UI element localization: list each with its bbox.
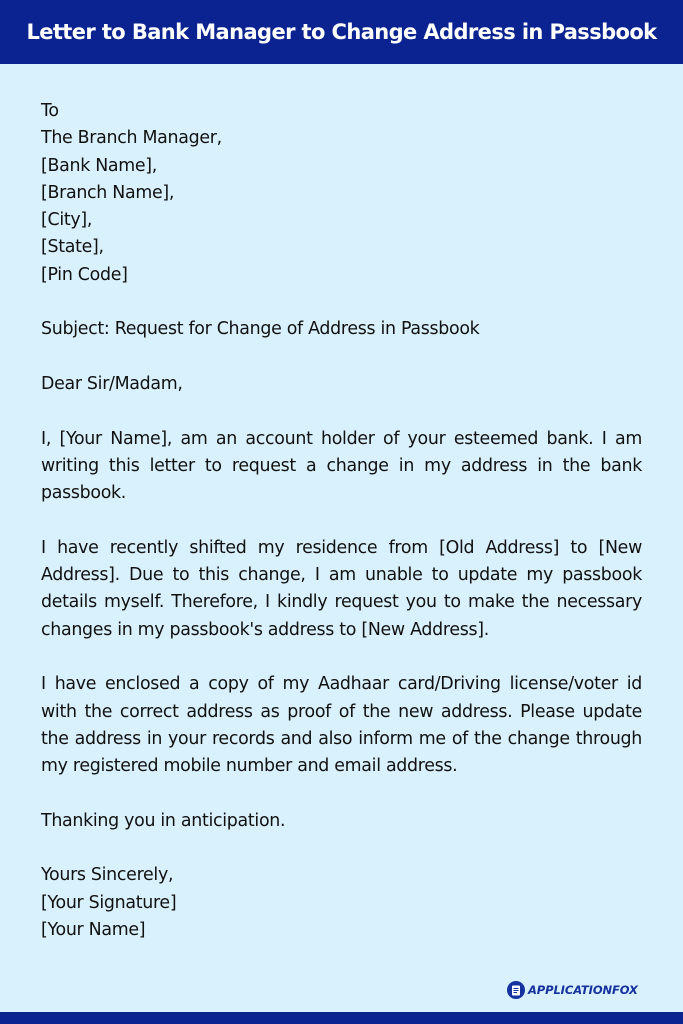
closing-line: [Your Signature]: [41, 892, 177, 913]
closing-line: Yours Sincerely,: [41, 865, 174, 886]
document-icon: [507, 981, 525, 999]
address-line: [City],: [41, 210, 93, 231]
letter-body: [41, 98, 642, 944]
address-line: [Branch Name],: [41, 182, 175, 203]
address-line: [Pin Code]: [41, 264, 128, 285]
recipient-address-block: [41, 98, 642, 289]
applicationfox-logo: [507, 980, 638, 1000]
page-title: Letter to Bank Manager to Change Address in Passbook: [26, 20, 657, 44]
letter-paragraph: I have enclosed a copy of my Aadhaar card/Driving license/voter id with the correct address as proof of the new address. Please update the address in your records and also inform me of the change through my registered mobile number and email address.: [41, 674, 642, 777]
address-line: [Bank Name],: [41, 155, 158, 176]
letter-salutation: Dear Sir/Madam,: [41, 373, 183, 394]
logo-text: APPLICATIONFOX: [528, 983, 638, 997]
letter-paragraph: I, [Your Name], am an account holder of your esteemed bank. I am writing this letter to request a change in my address in the bank passbook.: [41, 428, 642, 504]
footer-bar: [0, 1012, 683, 1024]
closing-block: [41, 862, 642, 944]
letter-paragraph: I have recently shifted my residence from [Old Address] to [New Address]. Due to this change, I am unable to update my passbook details myself. Therefore, I kindly request you to make the necessary changes in my passbook's address to [New Address].: [41, 537, 642, 640]
closing-line: [Your Name]: [41, 919, 146, 940]
header-bar: [0, 0, 683, 64]
letter-thanks: Thanking you in anticipation.: [41, 810, 286, 831]
address-line: [State],: [41, 237, 104, 258]
address-line: The Branch Manager,: [41, 128, 222, 149]
address-line: To: [41, 101, 59, 121]
letter-subject: Subject: Request for Change of Address in Passbook: [41, 319, 480, 340]
